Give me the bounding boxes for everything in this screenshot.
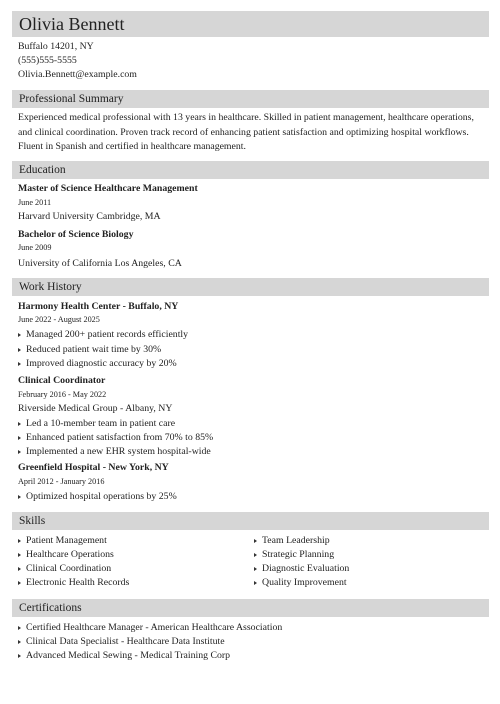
education-school: Harvard University Cambridge, MA bbox=[18, 211, 161, 222]
job-heading: Clinical Coordinator bbox=[18, 375, 106, 386]
section-title: Skills bbox=[19, 515, 46, 527]
skill-item: Quality Improvement bbox=[262, 577, 347, 588]
education-degree: Bachelor of Science Biology bbox=[18, 229, 134, 240]
section-header-education bbox=[12, 161, 489, 179]
contact-phone: (555)555-5555 bbox=[18, 55, 77, 66]
section-title: Work History bbox=[19, 281, 82, 293]
contact-location: Buffalo 14201, NY bbox=[18, 41, 94, 52]
job-bullet: Enhanced patient satisfaction from 70% to 85% bbox=[26, 432, 214, 443]
job-heading: Greenfield Hospital - New York, NY bbox=[18, 462, 169, 473]
skill-item: Healthcare Operations bbox=[26, 549, 114, 560]
summary-text: Experienced medical professional with 13 years in healthcare. Skilled in patient management, healthcare operations, and clinical coordination. Proven track record of enhancing patient satisfaction and optimizing hospital workflows. Fluent in Spanish and certified in healthcare management. bbox=[18, 112, 474, 152]
skill-item: Diagnostic Evaluation bbox=[262, 563, 350, 574]
job-bullet: Implemented a new EHR system hospital-wide bbox=[26, 446, 211, 457]
section-header-certifications bbox=[12, 599, 489, 617]
certification-item: Advanced Medical Sewing - Medical Training Corp bbox=[26, 650, 231, 661]
job-dates: April 2012 - January 2016 bbox=[18, 477, 105, 486]
skill-item: Electronic Health Records bbox=[26, 577, 130, 588]
job-dates: June 2022 - August 2025 bbox=[18, 315, 100, 324]
job-bullet: Reduced patient wait time by 30% bbox=[26, 344, 162, 355]
education-date: June 2011 bbox=[18, 198, 52, 207]
education-degree: Master of Science Healthcare Management bbox=[18, 183, 198, 194]
contact-email: Olivia.Bennett@example.com bbox=[18, 69, 137, 80]
job-bullet: Optimized hospital operations by 25% bbox=[26, 491, 177, 502]
section-header-skills bbox=[12, 512, 489, 530]
job-bullet: Improved diagnostic accuracy by 20% bbox=[26, 358, 177, 369]
education-school: University of California Los Angeles, CA bbox=[18, 258, 182, 269]
section-title: Professional Summary bbox=[19, 93, 124, 105]
skill-item: Strategic Planning bbox=[262, 549, 335, 560]
section-title: Certifications bbox=[19, 602, 82, 614]
job-company: Riverside Medical Group - Albany, NY bbox=[18, 403, 173, 414]
candidate-name: Olivia Bennett bbox=[19, 14, 125, 34]
job-bullet: Led a 10-member team in patient care bbox=[26, 418, 176, 429]
skill-item: Clinical Coordination bbox=[26, 563, 112, 574]
job-heading: Harmony Health Center - Buffalo, NY bbox=[18, 301, 179, 312]
certification-item: Clinical Data Specialist - Healthcare Data Institute bbox=[26, 636, 225, 647]
section-title: Education bbox=[19, 164, 66, 176]
section-header-summary bbox=[12, 90, 489, 108]
education-date: June 2009 bbox=[18, 243, 52, 252]
name-header bbox=[12, 11, 489, 37]
section-header-work-history bbox=[12, 278, 489, 296]
certification-item: Certified Healthcare Manager - American Healthcare Association bbox=[26, 622, 283, 633]
job-dates: February 2016 - May 2022 bbox=[18, 390, 107, 399]
job-bullet: Managed 200+ patient records efficiently bbox=[26, 329, 189, 340]
skill-item: Patient Management bbox=[26, 535, 107, 546]
skill-item: Team Leadership bbox=[262, 535, 330, 546]
